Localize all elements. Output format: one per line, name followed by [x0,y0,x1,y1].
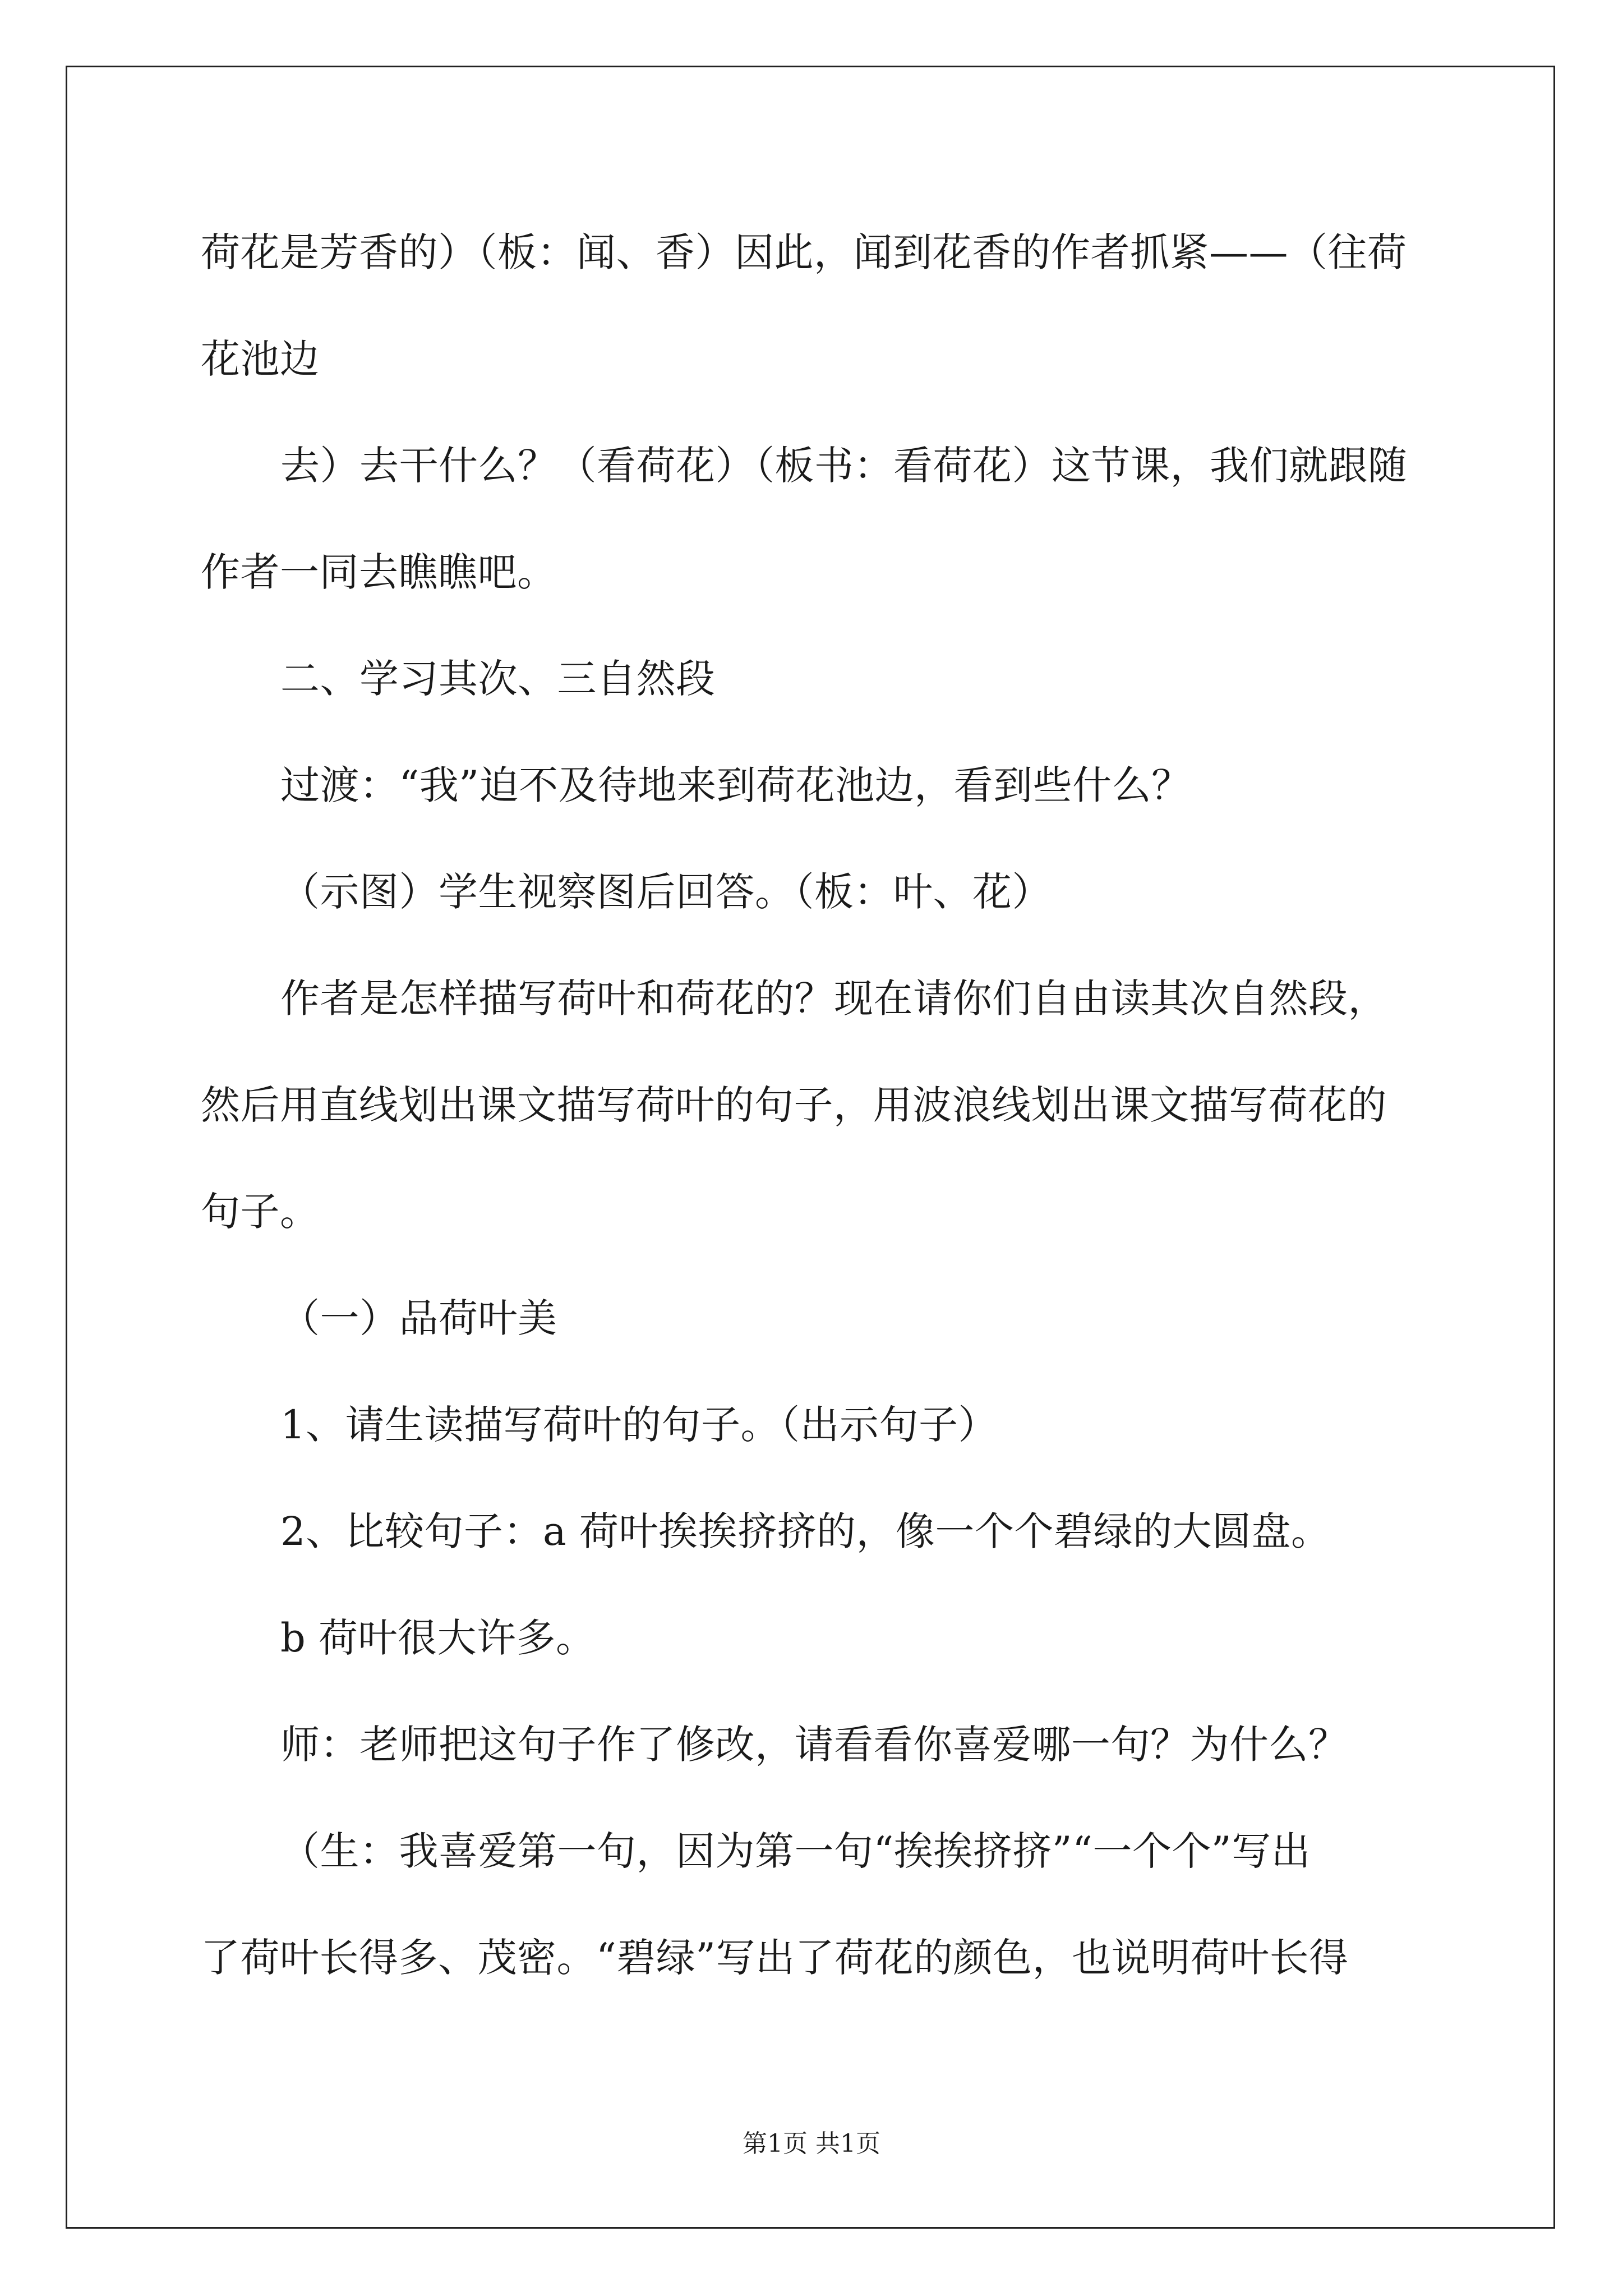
page-border [66,66,1555,2229]
paragraph-line: （生：我喜爱第一句，因为第一句“挨挨挤挤”“一个个”写出 [280,1828,1311,1874]
paragraph-line: 花池边 [201,336,320,382]
list-item: 1、请生读描写荷叶的句子。（出示句子） [280,1402,998,1448]
paragraph-line: b 荷叶很大许多。 [280,1615,596,1661]
paragraph-line: 句子。 [201,1189,320,1235]
paragraph-line: 作者一同去瞧瞧吧。 [201,549,557,595]
list-item: 2、比较句子：a 荷叶挨挨挤挤的，像一个个碧绿的大圆盘。 [280,1508,1331,1554]
paragraph-line: 去）去干什么？（看荷花）（板书：看荷花）这节课，我们就跟随 [280,443,1408,489]
page-number: 第1页 共1页 [743,2129,880,2158]
paragraph-line: （示图）学生视察图后回答。（板：叶、花） [280,869,1052,915]
paragraph-line: 作者是怎样描写荷叶和荷花的？现在请你们自由读其次自然段， [280,976,1387,1022]
paragraph-line: 荷花是芳香的）（板：闻、香）因此，闻到花香的作者抓紧——（往荷 [201,229,1407,275]
paragraph-line: 过渡：“我”迫不及待地来到荷花池边，看到些什么？ [280,762,1191,808]
subsection-heading: （一）品荷叶美 [280,1295,557,1341]
paragraph-line: 然后用直线划出课文描写荷叶的句子，用波浪线划出课文描写荷花的 [201,1082,1387,1128]
paragraph-line: 了荷叶长得多、茂密。“碧绿”写出了荷花的颜色，也说明荷叶长得 [201,1935,1349,1981]
section-heading: 二、学习其次、三自然段 [280,656,716,702]
paragraph-line: 师：老师把这句子作了修改，请看看你喜爱哪一句？为什么？ [280,1722,1348,1768]
